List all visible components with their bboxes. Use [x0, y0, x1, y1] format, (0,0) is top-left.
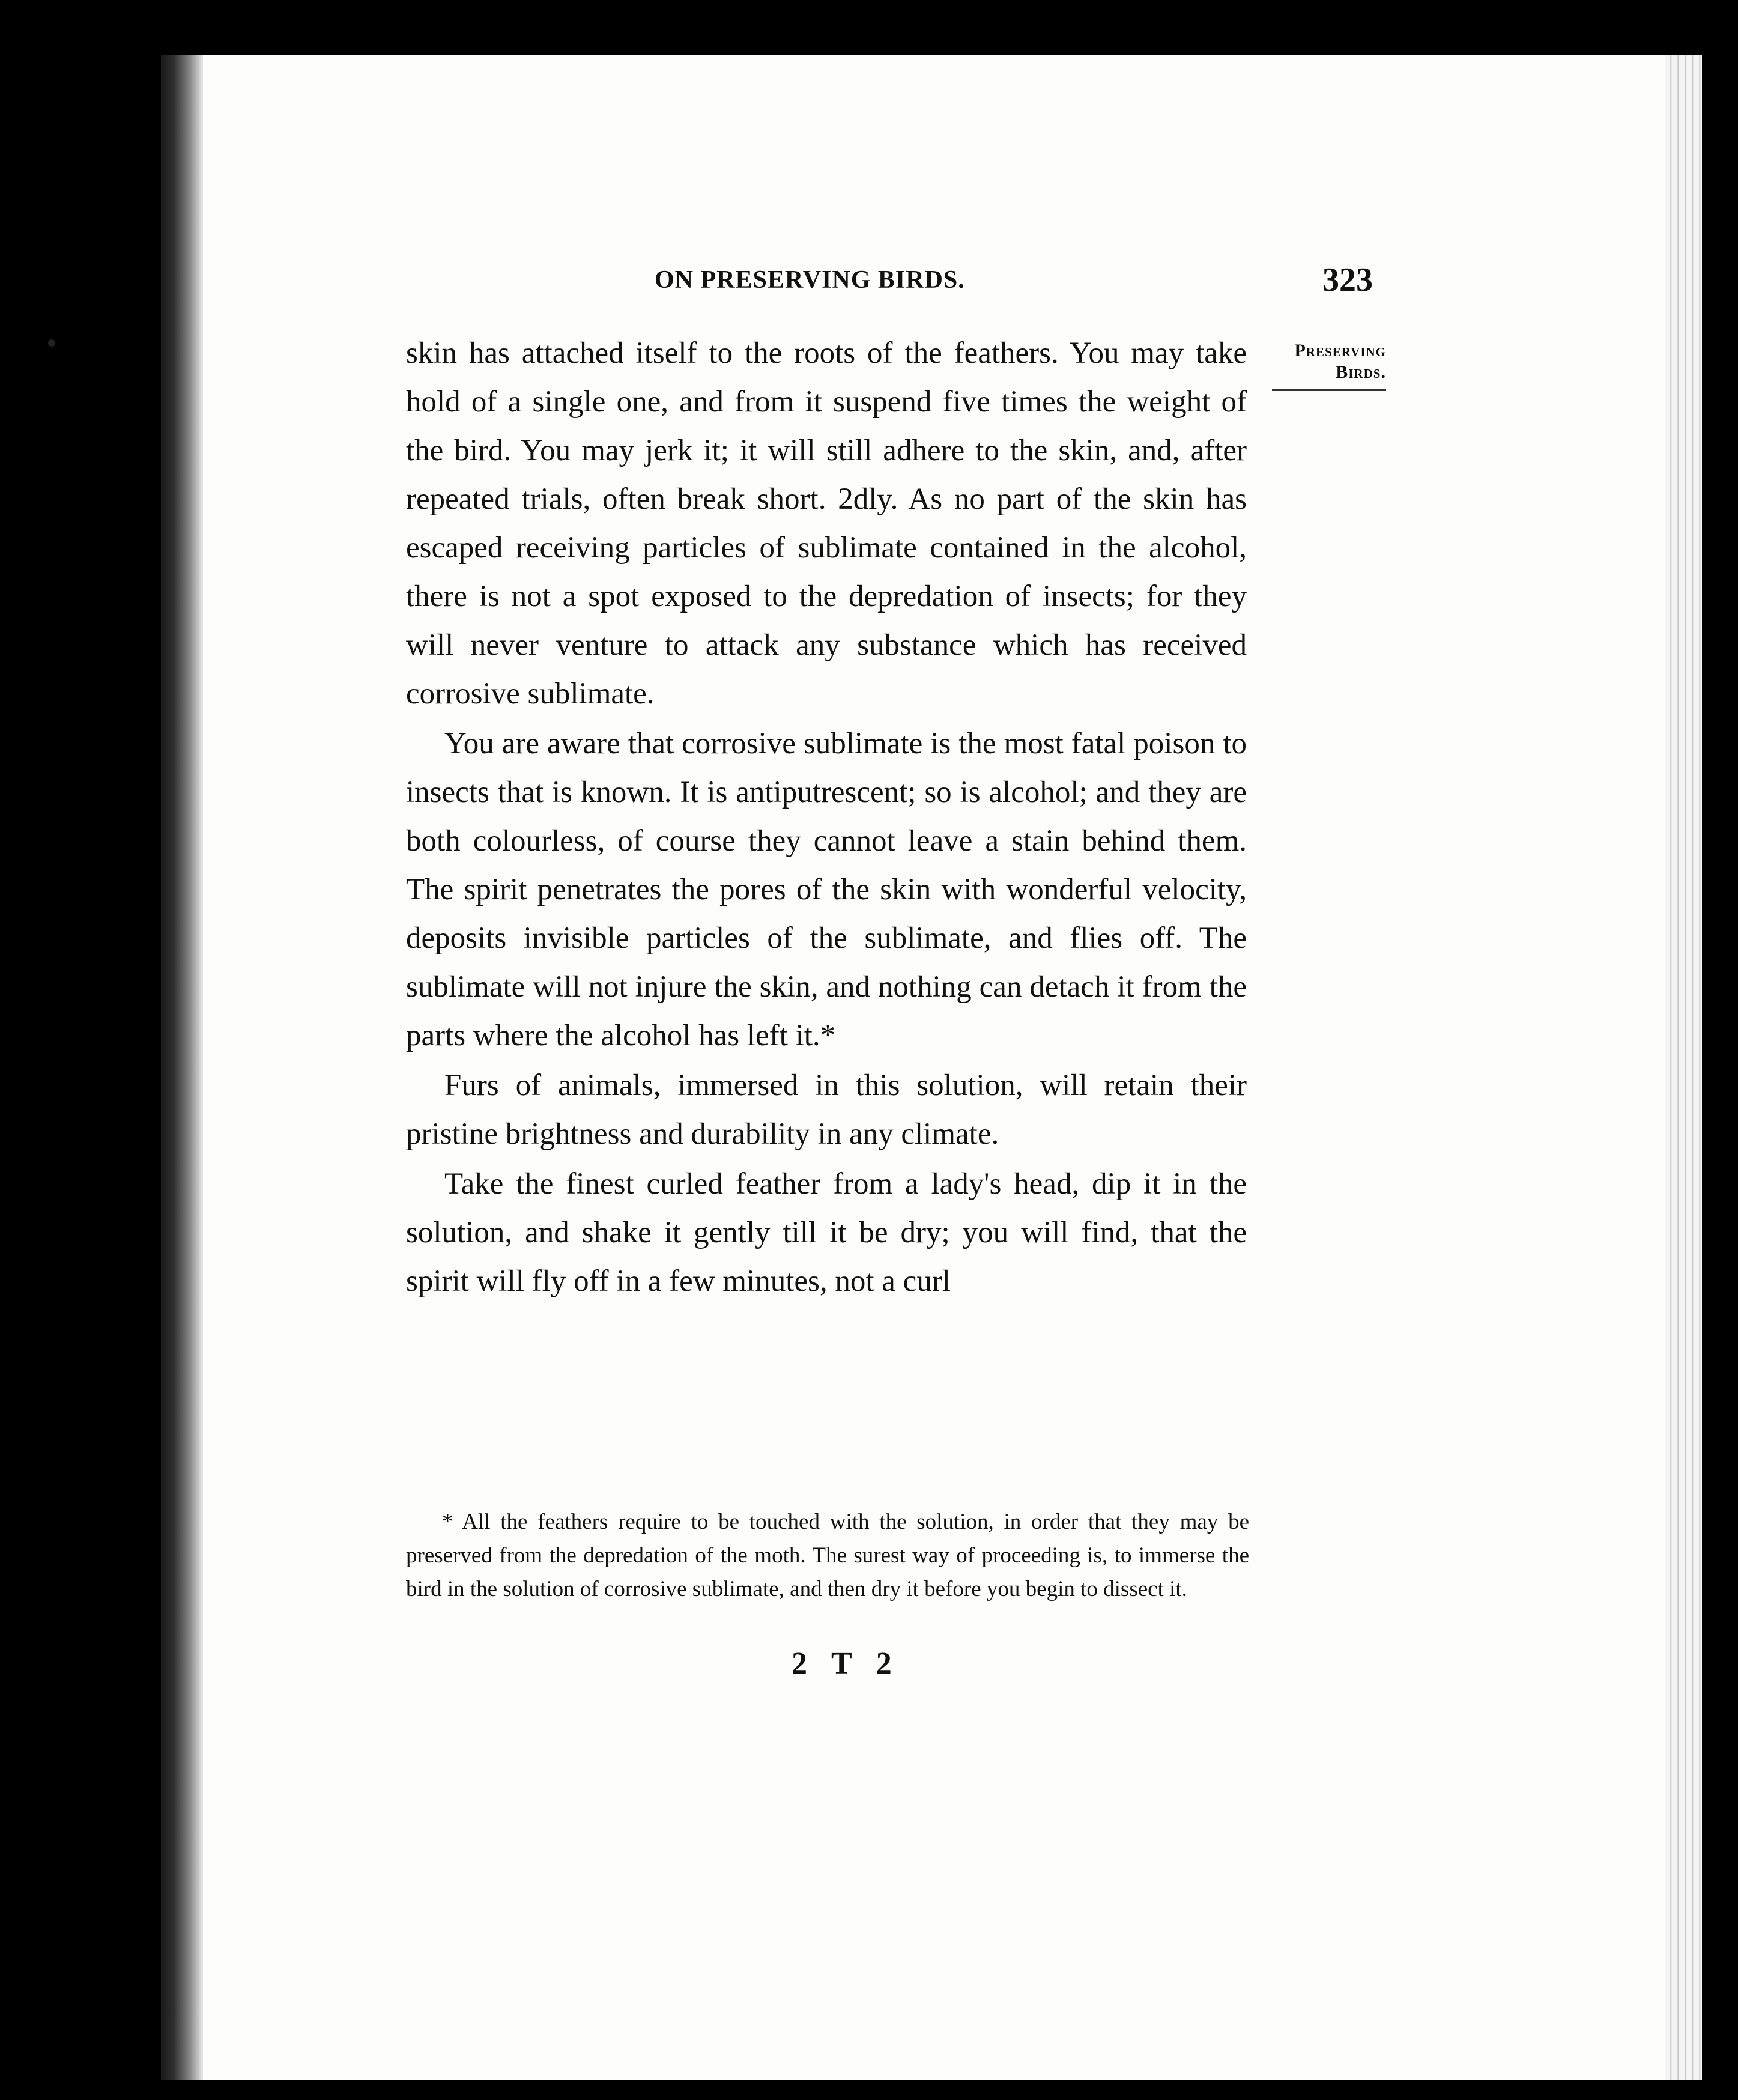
spine-shadow: [161, 55, 203, 2080]
side-note-line-1: Preserving: [1294, 341, 1386, 360]
paragraph-1: skin has attached itself to the roots of the feathers. You may take hold of a single one, and from it suspend five times the weight of the bird. You may jerk it; it will still adhere to the skin, and, after repeated trials, often break short. 2dly. As no part of the skin has escaped receiving particles of sublimate contained in the alcohol, there is not a spot exposed to the depredation of insects; for they will never venture to attack any substance which has received corrosive sublimate.: [406, 336, 1247, 711]
footnote: * All the feathers require to be touched with the solution, in order that they may be preserved from the depredation of the moth. The surest way of proceeding is, to immerse the bird in the solution of corrosive sublimate, and then dry it before you begin to dissect it.: [406, 1510, 1249, 1601]
page-number: 323: [1322, 261, 1373, 299]
side-note: [1249, 340, 1386, 391]
paragraph-4: Take the finest curled feather from a lady's head, dip it in the solution, and shake it gently till it be dry; you will find, that the spirit will fly off in a few minutes, not a curl: [406, 1167, 1247, 1298]
page-edge: [1665, 55, 1702, 2080]
scan-dot: [48, 339, 55, 347]
paragraph-3: Furs of animals, immersed in this solution, will retain their pristine brightness and durability in any climate.: [406, 1069, 1247, 1151]
side-note-rule: [1272, 389, 1386, 391]
side-note-line-2: Birds.: [1336, 362, 1386, 382]
running-title: ON PRESERVING BIRDS.: [655, 266, 965, 294]
paragraph-2: You are aware that corrosive sublimate is the most fatal poison to insects that is known. It is antiputrescent; so is alcohol; and they are both colourless, of course they cannot leave a stain behind them. The spirit penetrates the pores of the skin with wonderful velocity, deposits invisible particles of the sublimate, and flies off. The sublimate will not injure the skin, and nothing can detach it from the parts where the alcohol has left it.*: [406, 727, 1247, 1052]
body-text: [406, 329, 1247, 1306]
signature-mark: 2 T 2: [792, 1646, 900, 1681]
